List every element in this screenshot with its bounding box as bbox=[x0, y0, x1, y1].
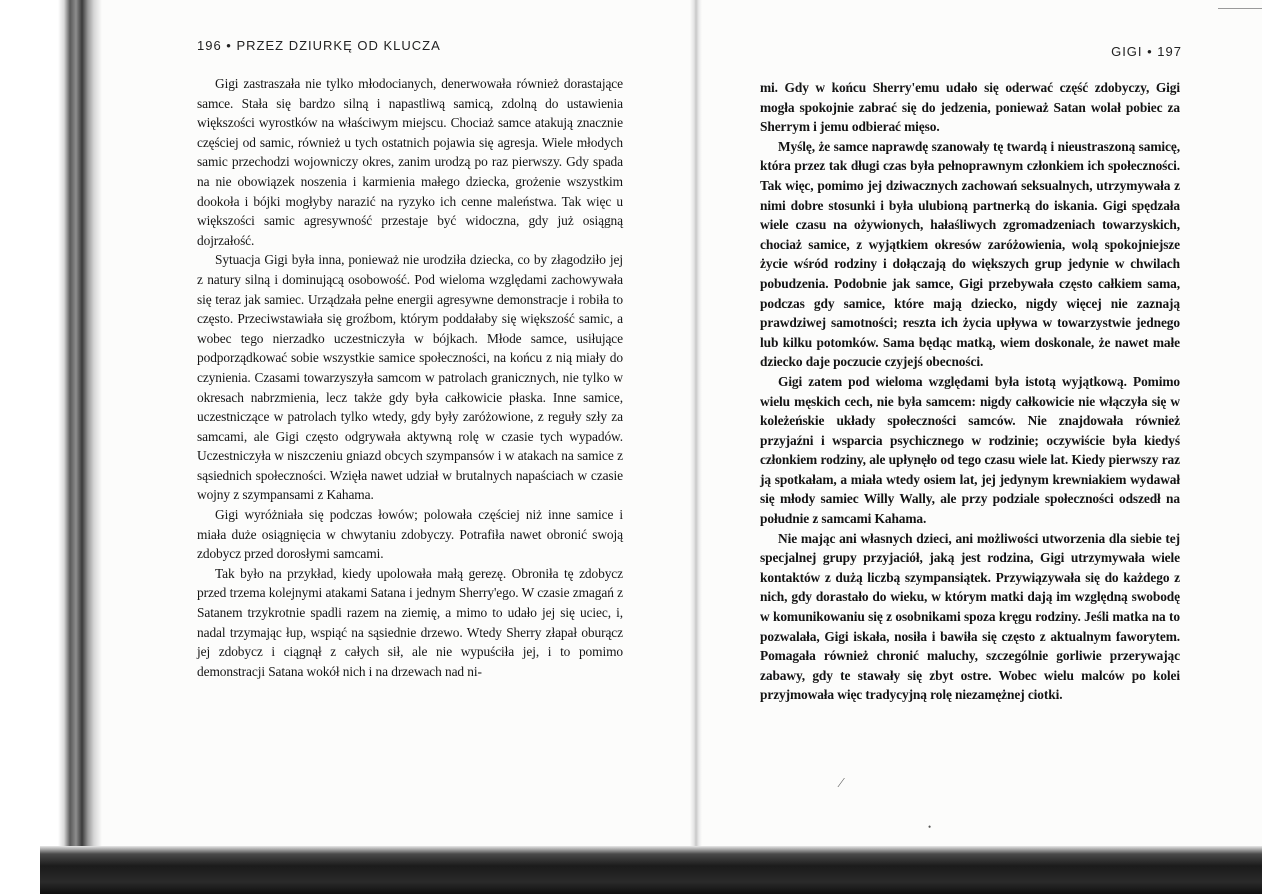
running-head-right: GIGI • 197 bbox=[1111, 44, 1182, 59]
book-gutter bbox=[690, 0, 702, 850]
paragraph: Nie mając ani własnych dzieci, ani możliwości utworzenia dla siebie tej specjalnej grupy przyjaciół, jaką jest rodzina, Gigi utrzymywała wiele kontaktów z dużą liczbą szympansiątek. Przywiązywała się do każdego z nich, gdy dorastało do wieku, w którym matki dają im względną swobodę w komunikowaniu się z osobnikami spoza kręgu rodziny. Jeśli matka na to pozwalała, Gigi iskała, nosiła i bawiła się często z aktualnym faworytem. Pomagała również chronić maluchy, szczególnie gorliwie przerywając zabawy, gdy te stawały się zbyt ostre. Wobec wielu malców po kolei przyjmowała więc tradycyjną rolę niezamężnej ciotki. bbox=[760, 530, 1180, 703]
right-page bbox=[702, 0, 1262, 850]
right-page-text bbox=[760, 78, 1180, 705]
paragraph: Gigi zatem pod wieloma względami była istotą wyjątkową. Pomimo wielu męskich cech, nie była samcem: nigdy całkowicie nie włączyła się w koleżeńskie układy społeczności samców. Nie znajdowała również przyjaźni i wsparcia psychicznego w rodzinie; oczywiście była kiedyś członkiem rodziny, ale upłynęło od tego czasu wiele lat. Kiedy pierwszy raz ją spotkałam, a miała wtedy osiem lat, jej jedynym krewniakiem wydawał się młody samiec Willy Wally, ale przy podziale społeczności odszedł na południe z samcami Kahama. bbox=[760, 373, 1180, 527]
ink-speck: ⁄ bbox=[840, 776, 843, 791]
scan-shadow-left bbox=[0, 0, 102, 894]
scan-shadow-bottom bbox=[40, 846, 1262, 894]
paragraph: Gigi zastraszała nie tylko młodocianych, denerwowała również dorastające samce. Stała się bardzo silną i napastliwą samicą, zdolną do ustawienia większości wyrostków na właściwym miejscu. Chociaż samce atakują znacznie częściej od samic, również u tych ostatnich pojawia się agresja. Wiele młodych samic przechodzi wojowniczy okres, zanim urodzą po raz pierwszy. Gdy spada na nie obowiązek noszenia i karmienia małego dziecka, grożenie wszystkim dookoła i bójki mogłyby narazić na ryzyko ich cenne maleństwa. Tak więc u większości samic agresywność przestaje być widoczna, gdy już osiągną dojrzałość. bbox=[197, 76, 623, 248]
ink-speck: • bbox=[928, 822, 932, 832]
left-page-text bbox=[197, 74, 623, 681]
paragraph: mi. Gdy w końcu Sherry'emu udało się oderwać część zdobyczy, Gigi mogła spokojnie zabrać się do jedzenia, ponieważ Satan wolał pobiec za Sherrym i jemu odbierać mięso. bbox=[760, 80, 1180, 135]
paragraph: Tak było na przykład, kiedy upolowała małą gerezę. Obroniła tę zdobycz przed trzema kolejnymi atakami Satana i jednym Sherry'ego. W czasie zmagań z Satanem trzykrotnie spadli razem na ziemię, a mimo to udało jej się uciec, i, nadal trzymając łup, wspiąć na sąsiednie drzewo. Wtedy Sherry złapał oburącz jej zdobycz i ciągnął z całych sił, ale nie wypuściła jej, i to pomimo demonstracji Satana wokół nich i na drzewach nad ni- bbox=[197, 565, 623, 679]
paragraph: Myślę, że samce naprawdę szanowały tę twardą i nieustraszoną samicę, która przez tak długi czas była pełnoprawnym członkiem ich społeczności. Tak więc, pomimo jej dziwacznych zachowań seksualnych, utrzymywała z nimi dobre stosunki i była ulubioną partnerką do iskania. Gigi spędzała wiele czasu na ożywionych, hałaśliwych zgromadzeniach towarzyskich, chociaż samice, z wyjątkiem okresów zaróżowienia, wolą spokojniejsze życie wśród rodziny i dołączają do większych grup jedynie w chwilach pobudzenia. Podobnie jak samce, Gigi przebywała często całkiem sama, podczas gdy samice, które mają dziecko, nigdy więcej nie zaznają prawdziwej samotności; reszta ich życia upływa w towarzystwie jednego lub kilku potomków. Sama będąc matką, wiem doskonale, że nawet małe dziecko daje poczucie czyjejś obecności. bbox=[760, 138, 1180, 370]
left-page bbox=[100, 0, 690, 850]
paragraph: Gigi wyróżniała się podczas łowów; polowała częściej niż inne samice i miała duże osiągnięcia w chwytaniu zdobyczy. Potrafiła nawet obronić swoją zdobycz przed dorosłymi samcami. bbox=[197, 507, 623, 562]
running-head-left: 196 • PRZEZ DZIURKĘ OD KLUCZA bbox=[197, 38, 441, 53]
paragraph: Sytuacja Gigi była inna, ponieważ nie urodziła dziecka, co by złagodziło jej z natury silną i dominującą osobowość. Pod wieloma względami zachowywała się teraz jak samiec. Urządzała pełne energii agresywne demonstracje i robiła to często. Przeciwstawiała się groźbom, którym poddałaby się większość samic, a wobec tego nierzadko uczestniczyła w bójkach. Młode samce, usiłujące podporządkować sobie wszystkie samice społeczności, na końcu z nią miały do czynienia. Czasami towarzyszyła samcom w patrolach granicznych, nie tylko w okresach nabrzmienia, lecz także gdy była całkowicie płaska. Inne samice, uczestniczące w patrolach tylko wtedy, gdy były zaróżowione, z reguły szły za samcami, ale Gigi często odgrywała aktywną rolę w czasie tych wypadów. Uczestniczyła w niszczeniu gniazd obcych szympansów i w atakach na samice z sąsiednich społeczności. Wzięła nawet udział w brutalnych napaściach w czasie wojny z szympansami z Kahama. bbox=[197, 252, 623, 503]
